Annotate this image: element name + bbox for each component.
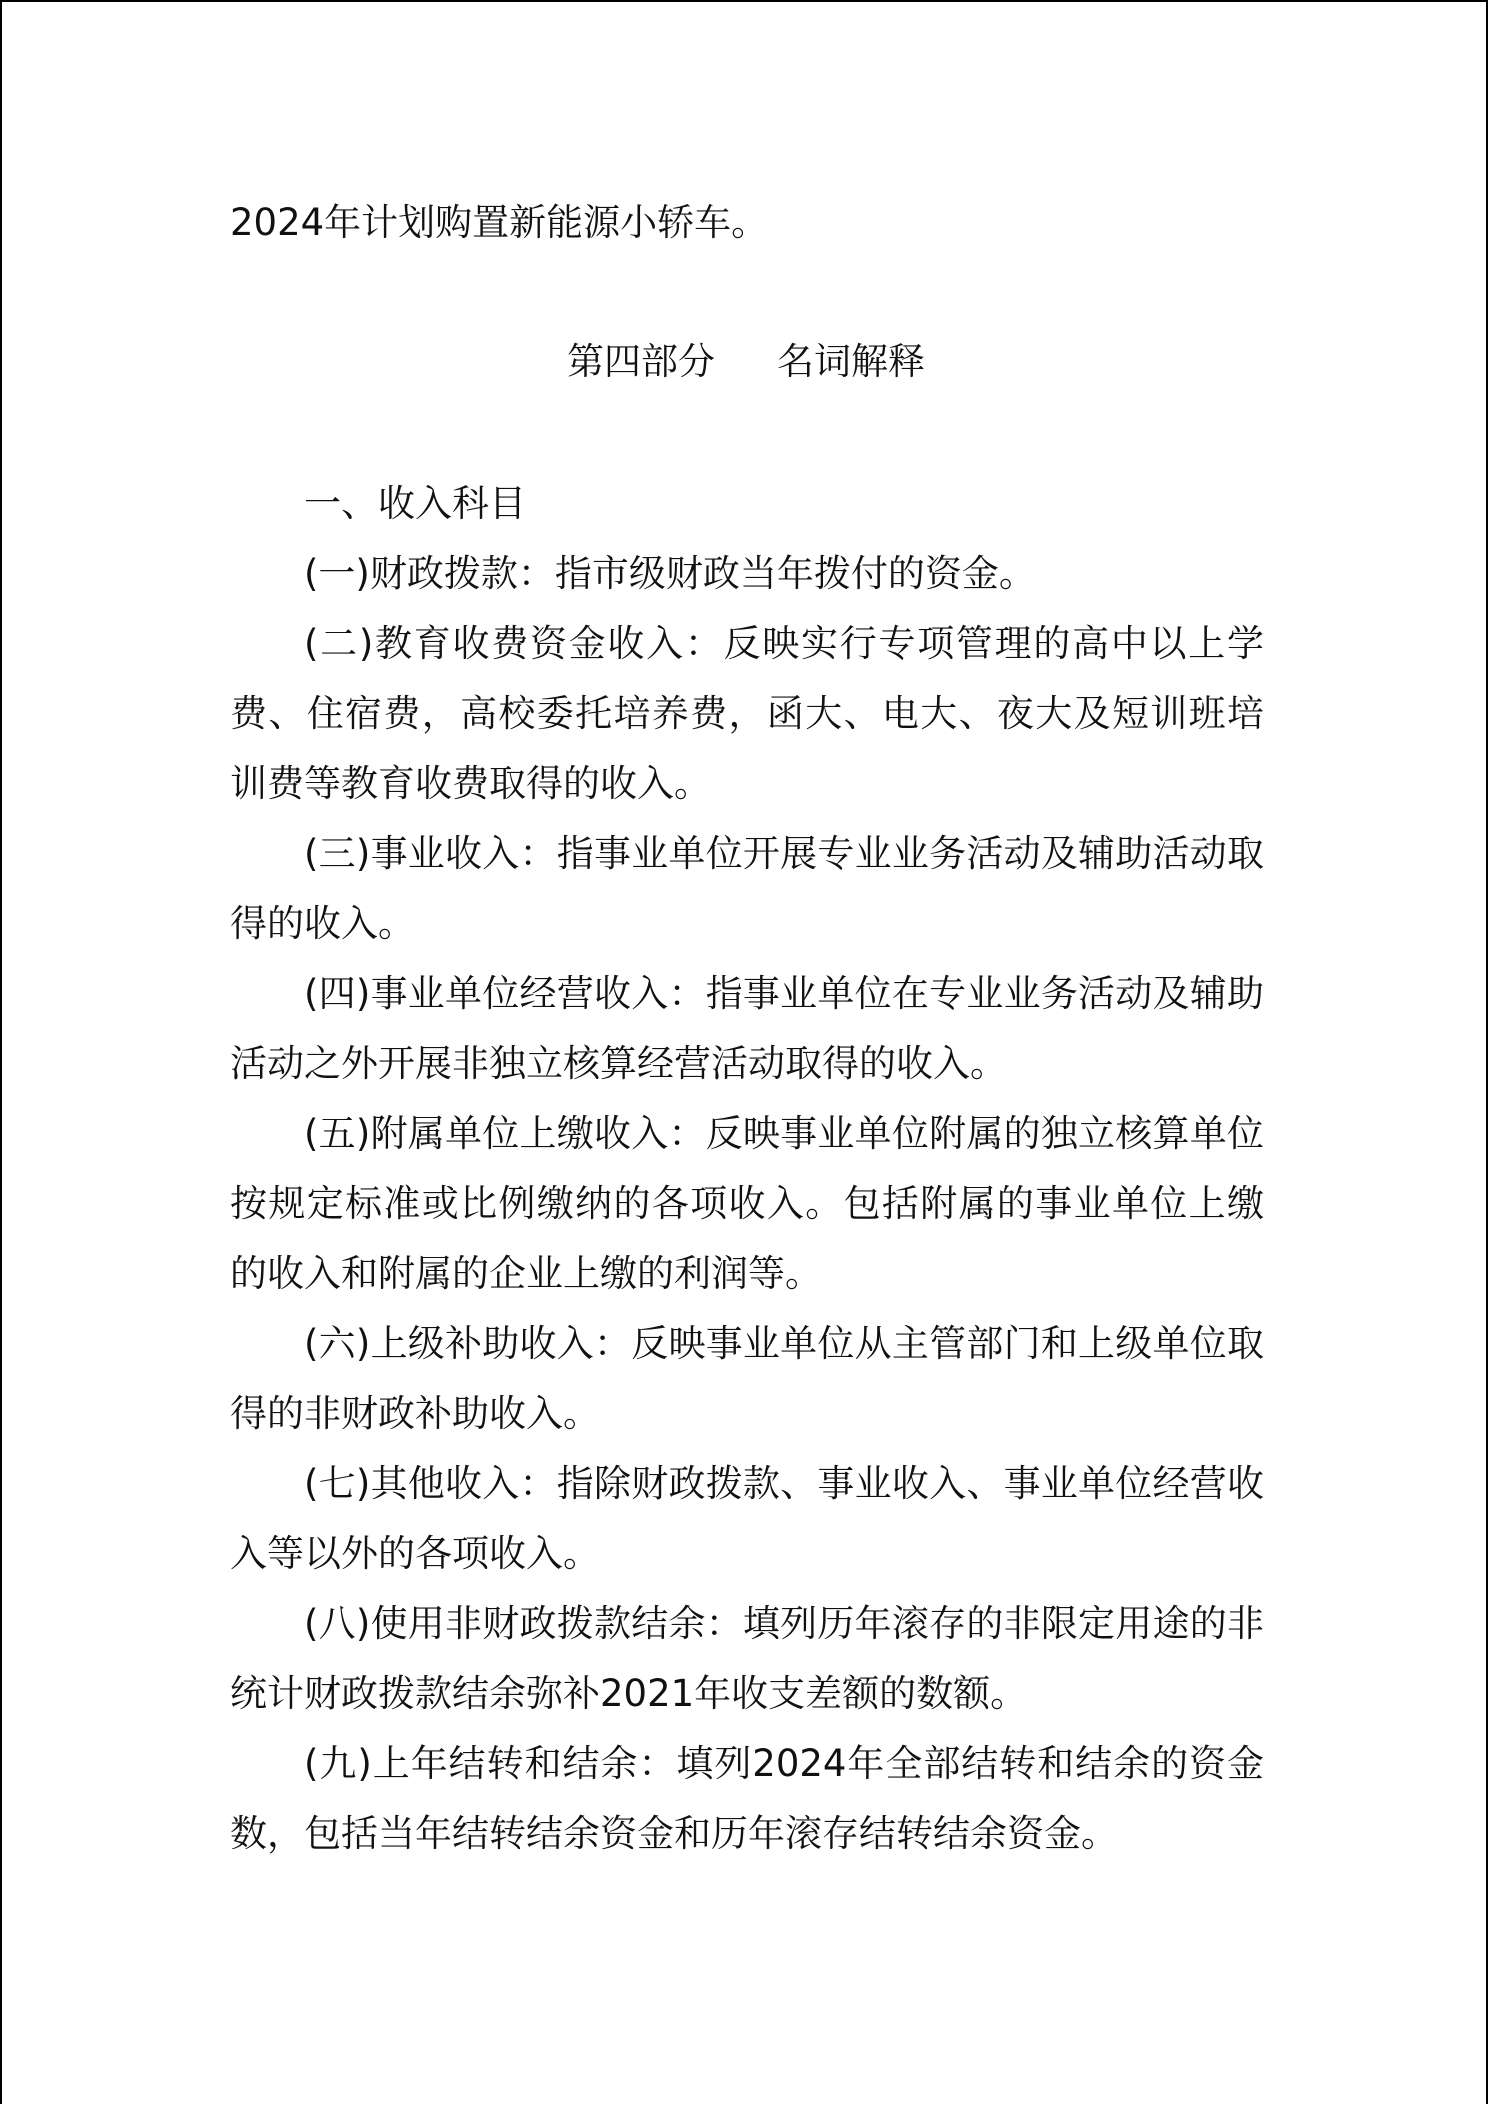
- definitions-body: [230, 469, 1264, 1869]
- definition-item-4: (四)事业单位经营收入：指事业单位在专业业务活动及辅助活动之外开展非独立核算经营活动取得的收入。: [230, 972, 1264, 1085]
- definition-item-5: (五)附属单位上缴收入：反映事业单位附属的独立核算单位按规定标准或比例缴纳的各项收入。包括附属的事业单位上缴的收入和附属的企业上缴的利润等。: [230, 1112, 1264, 1295]
- definition-item-1: (一)财政拨款：指市级财政当年拨付的资金。: [304, 552, 1036, 595]
- definition-item-3: (三)事业收入：指事业单位开展专业业务活动及辅助活动取得的收入。: [230, 832, 1264, 945]
- definition-item-8: (八)使用非财政拨款结余：填列历年滚存的非限定用途的非统计财政拨款结余弥补2021年收支差额的数额。: [230, 1602, 1264, 1715]
- definition-item-9: (九)上年结转和结余：填列2024年全部结转和结余的资金数，包括当年结转结余资金和历年滚存结转结余资金。: [230, 1742, 1264, 1855]
- section-name: 名词解释: [777, 340, 925, 383]
- subheading-income: 一、收入科目: [304, 482, 526, 525]
- definition-item-7: (七)其他收入：指除财政拨款、事业收入、事业单位经营收入等以外的各项收入。: [230, 1462, 1264, 1575]
- section-title: [2, 327, 1488, 397]
- definition-item-6: (六)上级补助收入：反映事业单位从主管部门和上级单位取得的非财政补助收入。: [230, 1322, 1264, 1435]
- continuation-line: 2024年计划购置新能源小轿车。: [230, 201, 769, 244]
- section-part: 第四部分: [567, 340, 715, 383]
- definition-item-2: (二)教育收费资金收入：反映实行专项管理的高中以上学费、住宿费，高校委托培养费，函大、电大、夜大及短训班培训费等教育收费取得的收入。: [230, 622, 1264, 805]
